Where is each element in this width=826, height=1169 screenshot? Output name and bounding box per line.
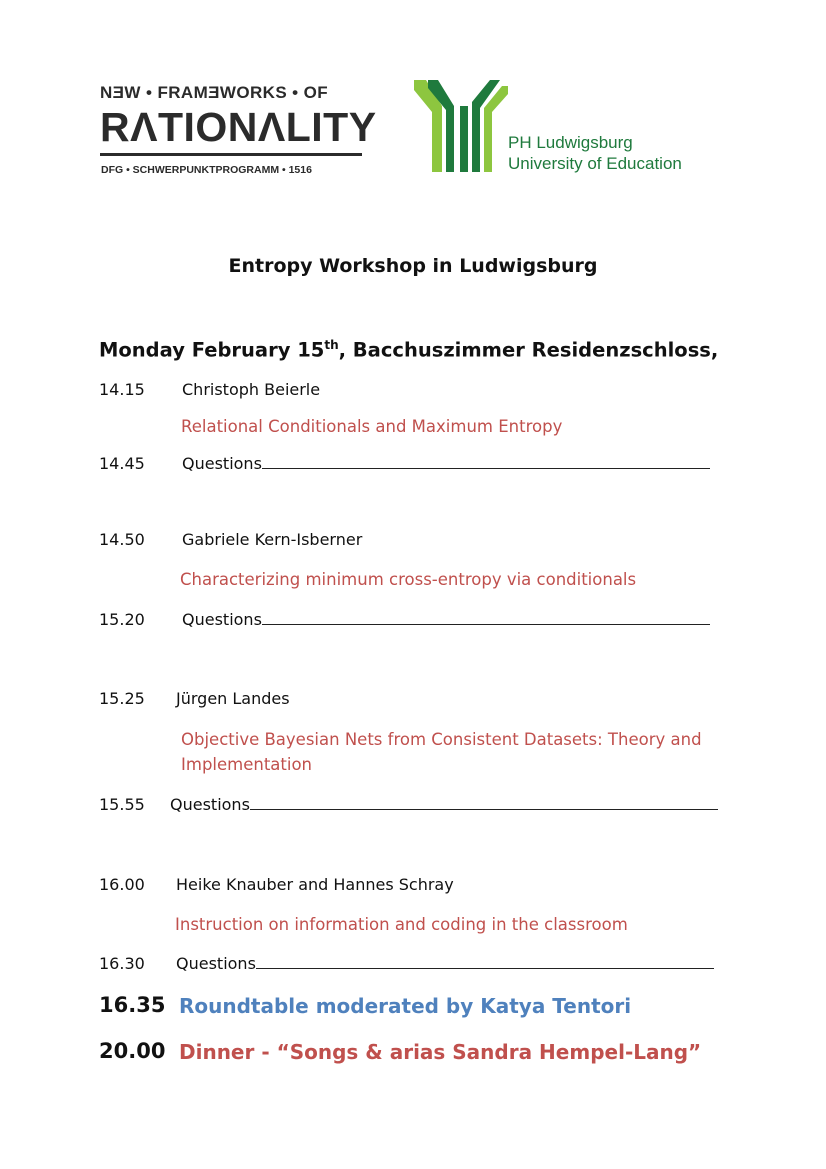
questions-rule xyxy=(256,967,714,969)
session-talk-title: Characterizing minimum cross-entropy via conditionals xyxy=(180,570,637,589)
questions-row xyxy=(182,454,710,473)
session-time: 16.00 xyxy=(99,875,145,894)
ph-ludwigsburg-logo xyxy=(412,78,722,178)
questions-time: 15.20 xyxy=(99,610,145,629)
questions-label: Questions xyxy=(182,610,262,629)
questions-time: 15.55 xyxy=(99,795,145,814)
questions-time: 14.45 xyxy=(99,454,145,473)
questions-rule xyxy=(262,467,710,469)
dinner-time: 20.00 xyxy=(99,1039,166,1063)
nfr-logo-rule xyxy=(100,153,362,156)
session-time: 14.50 xyxy=(99,530,145,549)
nfr-logo-line1: NƎW • FRAMƎWORKS • OF xyxy=(100,83,329,102)
ph-logo-subtitle: University of Education xyxy=(508,154,682,173)
day-heading-superscript: th xyxy=(324,338,339,352)
questions-label: Questions xyxy=(176,954,256,973)
session-talk-title: Instruction on information and coding in the classroom xyxy=(175,915,628,934)
questions-rule xyxy=(250,808,718,810)
questions-row xyxy=(182,610,710,629)
questions-label: Questions xyxy=(170,795,250,814)
day-heading-suffix: , Bacchuszimmer Residenzschloss, xyxy=(338,338,719,362)
session-time: 15.25 xyxy=(99,689,145,708)
dinner-label: Dinner - “Songs & arias Sandra Hempel-Lang” xyxy=(179,1040,702,1064)
nfr-logo xyxy=(100,80,377,180)
day-heading xyxy=(99,338,718,362)
nfr-logo-wordmark: RɅTIONɅLITY xyxy=(100,104,377,150)
questions-time: 16.30 xyxy=(99,954,145,973)
session-talk-title: Objective Bayesian Nets from Consistent Datasets: Theory and Implementation xyxy=(181,730,702,774)
questions-row xyxy=(170,795,718,814)
nfr-logo-line3: DFG • SCHWERPUNKTPROGRAMM • 1516 xyxy=(101,164,312,176)
session-speaker: Gabriele Kern-Isberner xyxy=(182,530,363,549)
session-speaker: Jürgen Landes xyxy=(176,689,290,708)
ph-logo-name: PH Ludwigsburg xyxy=(508,133,633,152)
session-time: 14.15 xyxy=(99,380,145,399)
page-title: Entropy Workshop in Ludwigsburg xyxy=(228,255,598,277)
questions-label: Questions xyxy=(182,454,262,473)
day-heading-prefix: Monday February 15 xyxy=(99,338,325,362)
questions-row xyxy=(176,954,714,973)
questions-rule xyxy=(262,623,710,625)
roundtable-label: Roundtable moderated by Katya Tentori xyxy=(179,994,632,1018)
ph-emblem-icon xyxy=(412,78,508,178)
roundtable-time: 16.35 xyxy=(99,993,166,1017)
session-talk-title: Relational Conditionals and Maximum Entropy xyxy=(181,417,563,436)
session-speaker: Heike Knauber and Hannes Schray xyxy=(176,875,454,894)
session-speaker: Christoph Beierle xyxy=(182,380,321,399)
